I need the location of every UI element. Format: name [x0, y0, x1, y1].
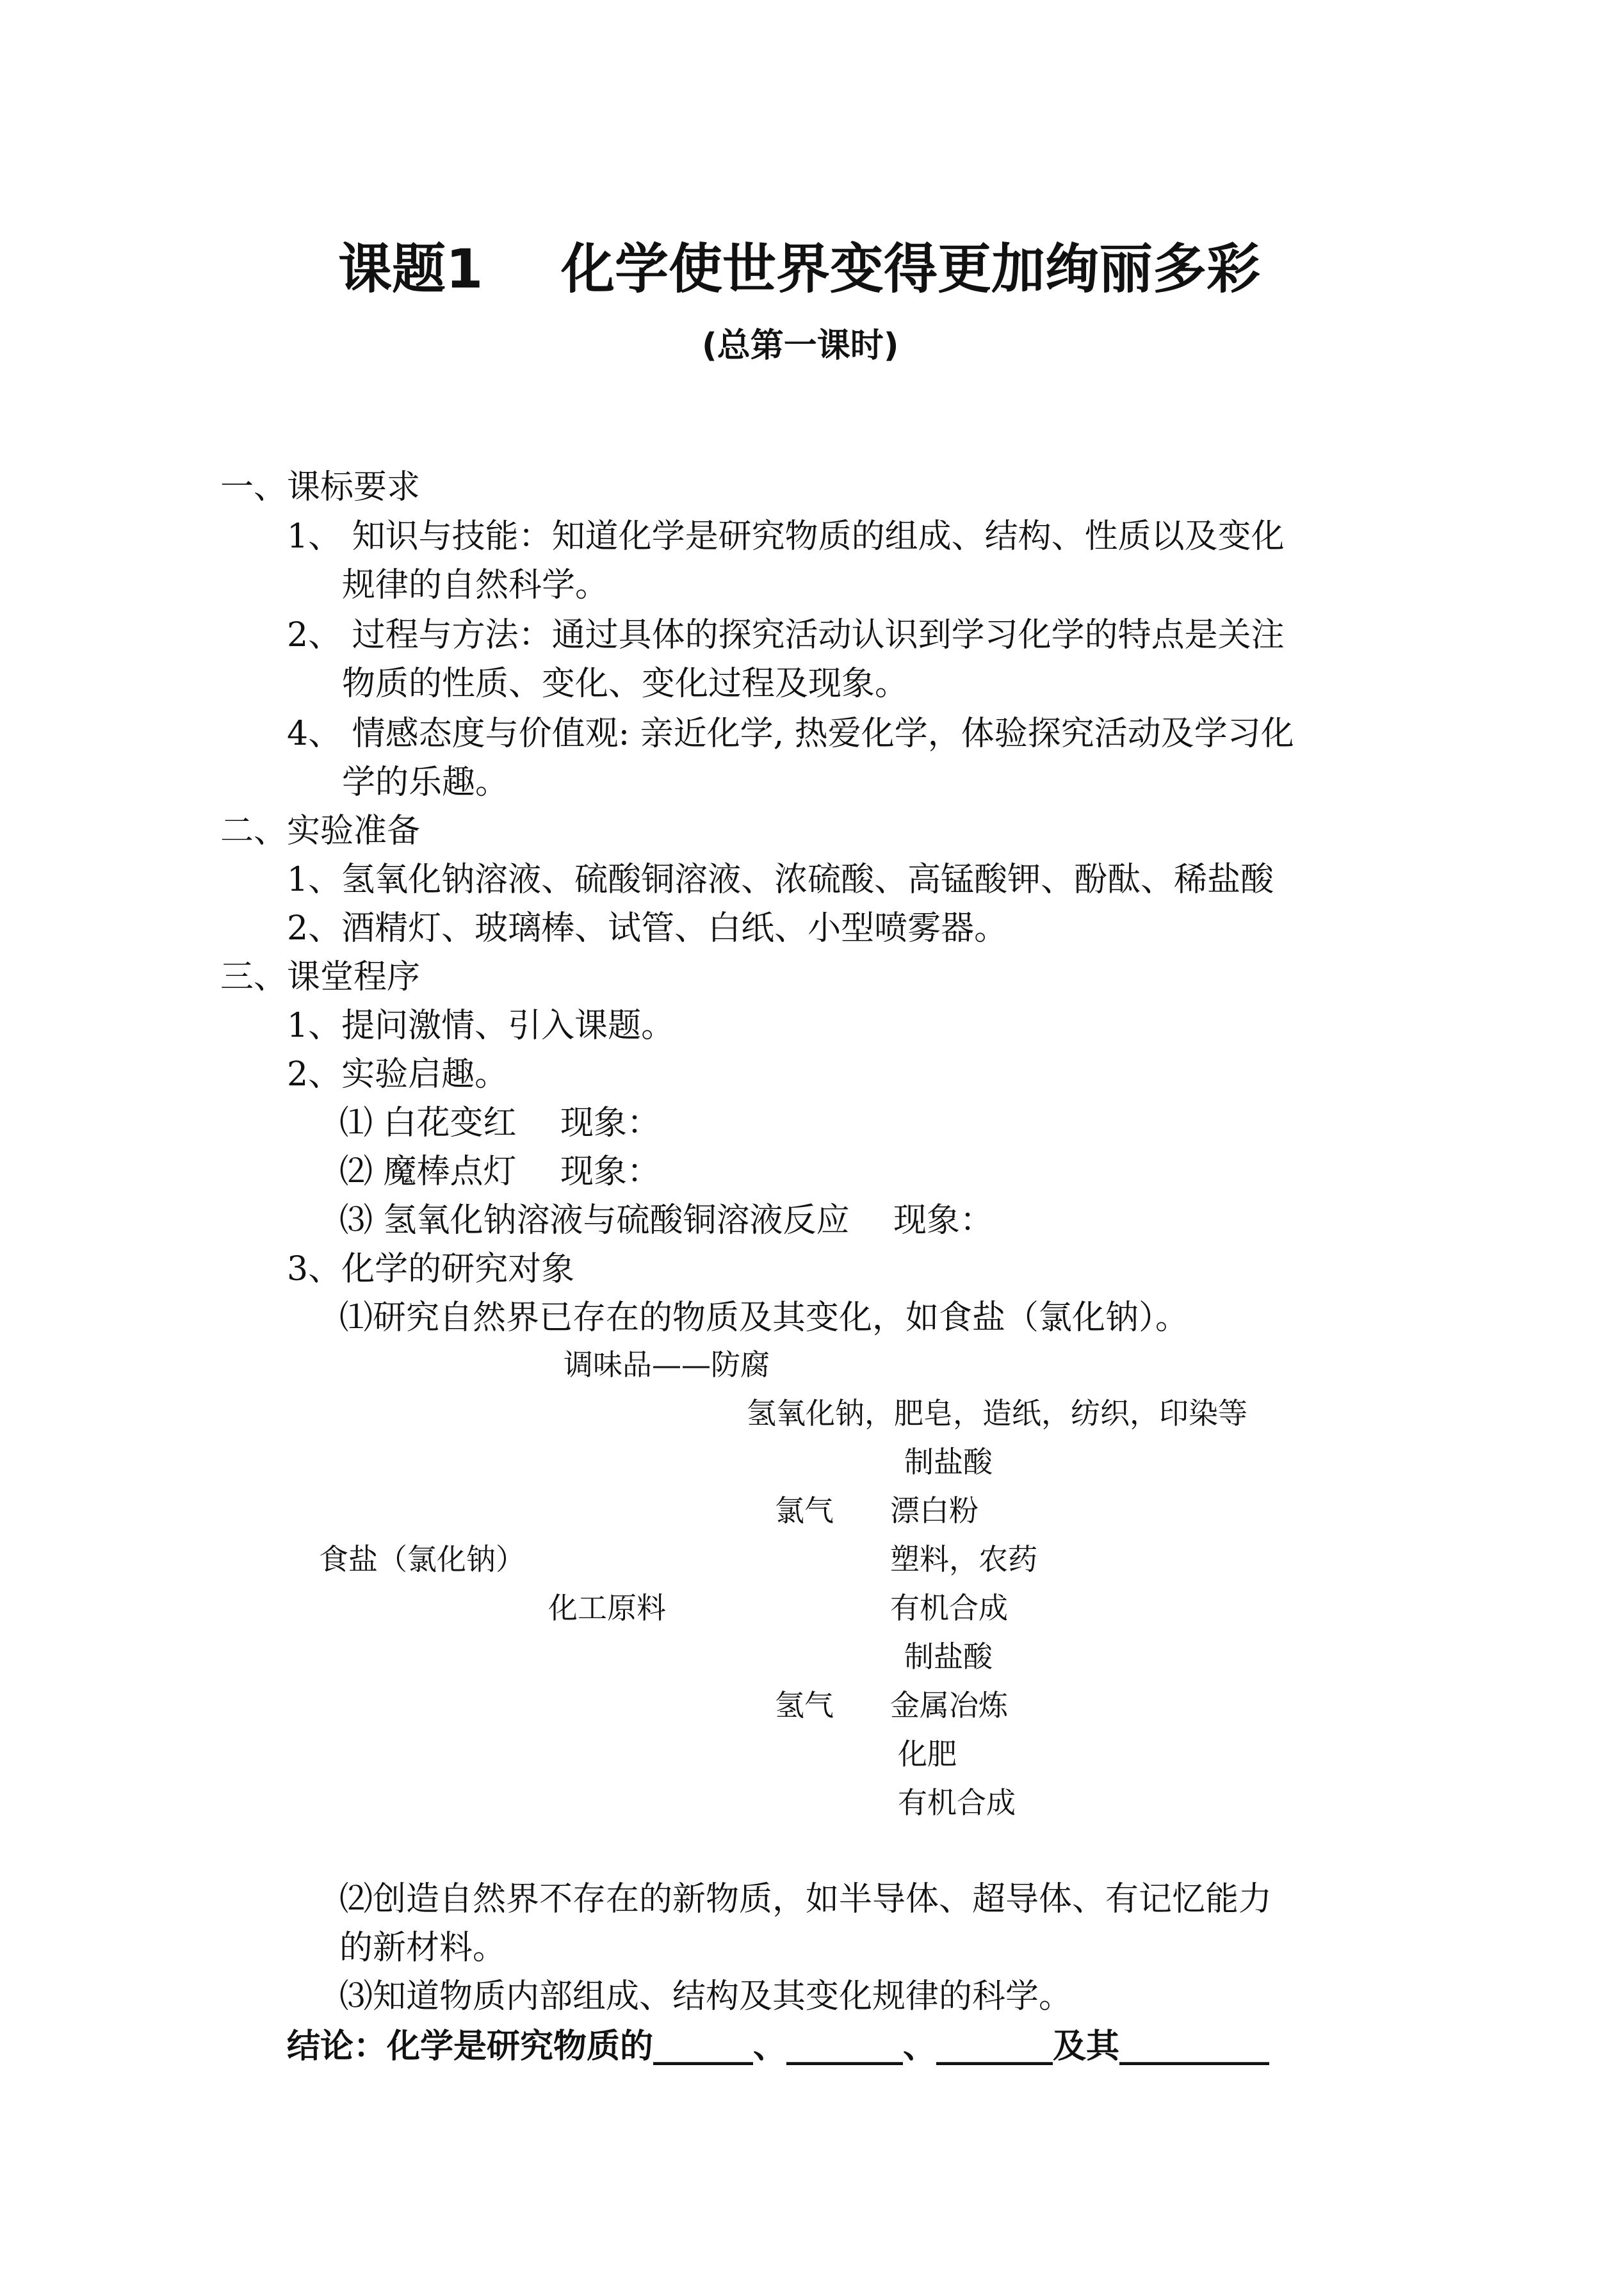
preparation-reagents: 1、氢氧化钠溶液、硫酸铜溶液、浓硫酸、高锰酸钾、酚酞、稀盐酸: [287, 861, 1274, 899]
research-object-2-line2: 的新材料。: [339, 1929, 507, 1967]
diagram-hydrogen-use-2: 金属冶炼: [890, 1688, 1008, 1723]
lesson-number: 课题1: [338, 238, 483, 300]
experiment-1: ⑴ 白花变红 现象：: [339, 1104, 661, 1142]
research-object-3: ⑶知道物质内部组成、结构及其变化规律的科学。: [339, 1977, 1073, 2016]
diagram-hydrogen-use-4: 有机合成: [898, 1785, 1016, 1820]
research-object-2-line1: ⑵创造自然界不存在的新物质，如半导体、超导体、有记忆能力: [339, 1880, 1272, 1918]
research-object-1: ⑴研究自然界已存在的物质及其变化，如食盐（氯化钠）。: [339, 1299, 1189, 1337]
experiment-3: ⑶ 氢氧化钠溶液与硫酸铜溶液反应 现象：: [339, 1201, 994, 1240]
standard-attitude-line1: 4、 情感态度与价值观: 亲近化学, 热爱化学，体验探究活动及学习化: [287, 715, 1294, 753]
experiment-2: ⑵ 魔棒点灯 现象：: [339, 1153, 661, 1191]
diagram-hydrogen: 氢气: [775, 1688, 834, 1723]
standard-knowledge-line1: 1、 知识与技能：知道化学是研究物质的组成、结构、性质以及变化: [287, 517, 1285, 556]
diagram-chemical-raw-material: 化工原料: [548, 1591, 666, 1625]
section-heading-procedure: 三、课堂程序: [220, 958, 421, 996]
standard-process-line2: 物质的性质、变化、变化过程及现象。: [342, 665, 909, 703]
standard-attitude-line2: 学的乐趣。: [342, 763, 509, 802]
diagram-chlorine: 氯气: [775, 1493, 834, 1528]
standard-process-line1: 2、 过程与方法：通过具体的探究活动认识到学习化学的特点是关注: [287, 616, 1285, 654]
conclusion: 结论：化学是研究物质的______、_______、_______及其_________: [287, 2027, 1270, 2066]
procedure-step-2: 2、实验启趣。: [287, 1055, 508, 1094]
page-title: 化学使世界变得更加绚丽多彩: [561, 238, 1261, 300]
procedure-step-1: 1、提问激情、引入课题。: [287, 1007, 675, 1045]
procedure-step-3: 3、化学的研究对象: [287, 1250, 575, 1288]
diagram-seasoning: 调味品——防腐: [564, 1347, 770, 1382]
diagram-chlorine-use-1: 制盐酸: [904, 1445, 993, 1479]
diagram-chlorine-use-3: 塑料，农药: [890, 1542, 1037, 1577]
diagram-sodium-hydroxide: 氢氧化钠，肥皂，造纸，纺织，印染等: [747, 1396, 1247, 1431]
preparation-equipment: 2、酒精灯、玻璃棒、试管、白纸、小型喷雾器。: [287, 909, 1008, 948]
subtitle: (总第一课时): [702, 327, 899, 365]
diagram-root-salt: 食盐（氯化钠）: [319, 1542, 525, 1577]
diagram-hydrogen-use-1: 制盐酸: [904, 1639, 993, 1674]
diagram-hydrogen-use-3: 化肥: [898, 1737, 957, 1771]
section-heading-preparation: 二、实验准备: [220, 812, 421, 850]
diagram-chlorine-use-2: 漂白粉: [890, 1493, 978, 1528]
standard-knowledge-line2: 规律的自然科学。: [342, 566, 609, 604]
diagram-chlorine-use-4: 有机合成: [890, 1591, 1008, 1625]
section-heading-standards: 一、课标要求: [220, 468, 421, 507]
